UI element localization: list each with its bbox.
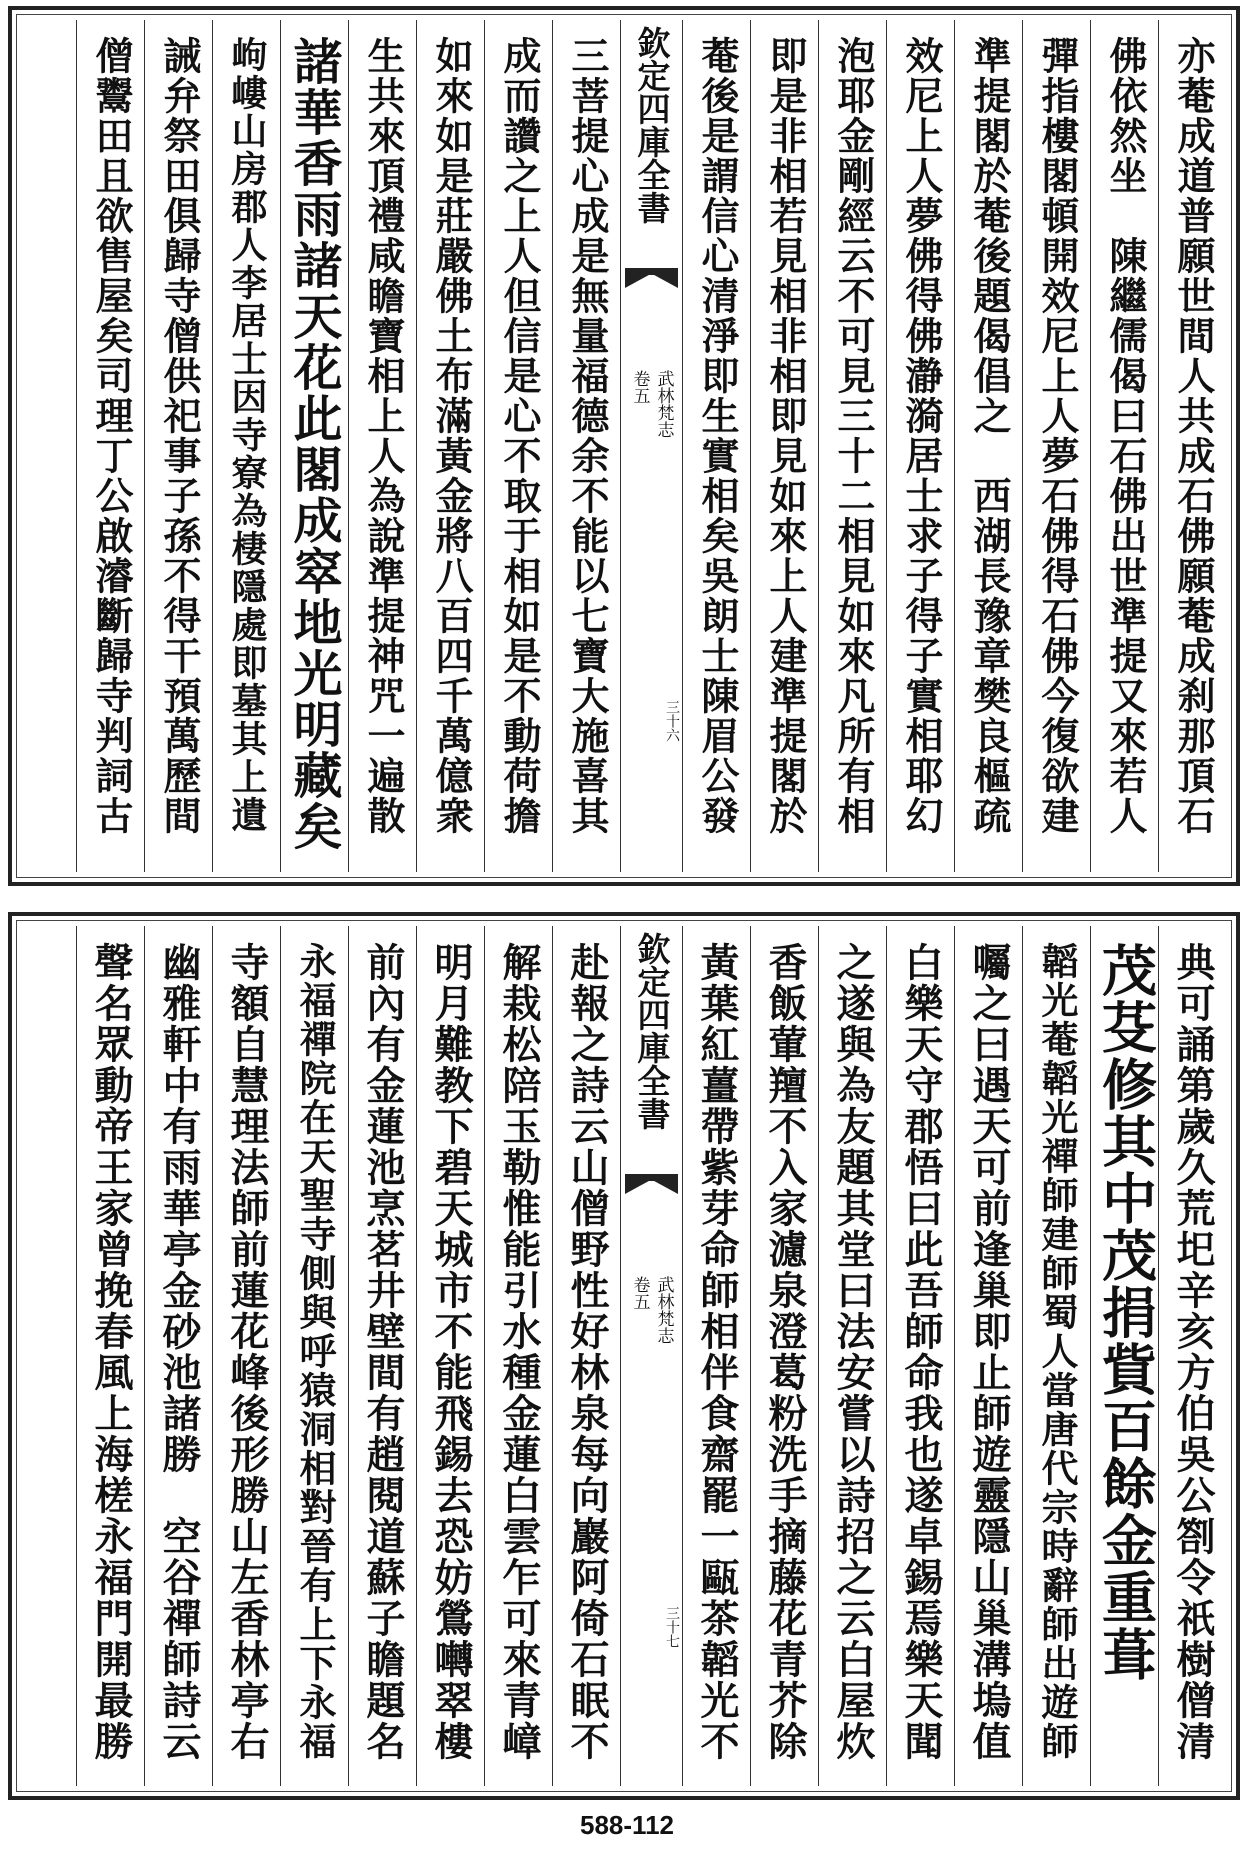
text-column [144,20,212,872]
column-text: 泡耶金剛經云不可見三十二相見如來凡所有相 [831,36,876,836]
text-column [76,926,144,1786]
column-text: 茂芟修其中茂捐貲百餘金重葺 [1093,942,1158,1683]
fish-tail-ornament [625,1174,678,1194]
column-text: 僧鬻田且欲售屋矣司理丁公啟濬斷歸寺判詞古 [89,36,134,836]
text-column [886,926,954,1786]
column-text: 白樂天守郡悟曰此吾師命我也遂卓錫焉樂天聞 [898,942,944,1762]
column-text: 彈指樓閣頓開效尼上人夢石佛得石佛今復欲建 [1035,36,1080,836]
text-column [144,926,212,1786]
book-name: 武林梵志 [653,370,674,438]
book-series-title: 欽定四庫全書 [632,932,672,1130]
column-text: 菴後是謂信心清淨即生實相矣吳朗士陳眉公發 [695,36,740,836]
volume-number: 卷五 [629,370,650,404]
column-text: 佛依然坐 陳繼儒偈曰石佛出世準提又來若人 [1103,36,1148,836]
column-text: 聲名眾動帝王家曾挽春風上海槎永福門開最勝 [88,942,134,1762]
column-text: 明月難教下碧天城市不能飛錫去恐妨鶯囀翠樓 [428,942,474,1762]
text-column [954,926,1022,1786]
text-column [348,926,416,1786]
text-column [750,926,818,1786]
column-text: 即是非相若見相非相即見如來上人建準提閣於 [763,36,808,836]
column-text: 岣嶁山房郡人李居士因寺寮為棲隱處即墓其上遺 [226,36,268,834]
column-text: 香飯葷羶不入家濾泉澄葛粉洗手摘藤花青芥除 [762,942,808,1762]
column-text: 生共來頂禮咸瞻寶相上人為說準提神咒一遍散 [361,36,406,836]
column-text: 前內有金蓮池烹茗井壁間有趙閱道蘇子瞻題名 [360,942,406,1762]
text-column [1022,926,1090,1786]
column-text: 解栽松陪玉勒惟能引水種金蓮白雲乍可來青嶂 [496,942,542,1762]
text-column [1090,20,1158,872]
text-column [954,20,1022,872]
leaf-number: 三十七 [664,1606,680,1648]
column-text: 韜光菴韜光禪師建師蜀人當唐代宗時辭師出遊師 [1035,942,1079,1761]
column-text: 寺額自慧理法師前蓮花峰後形勝山左香林亭右 [224,942,270,1762]
column-text: 赴報之詩云山僧野性好林泉每向巖阿倚石眠不 [564,942,610,1762]
text-column [212,926,280,1786]
column-text: 誡弁祭田俱歸寺僧供祀事子孫不得干預萬歷間 [157,36,202,836]
column-text: 幽雅軒中有雨華亭金砂池諸勝 空谷禪師詩云 [156,942,202,1762]
text-column [682,20,750,872]
column-text: 效尼上人夢佛得佛瀞漪居士求子得子實相耶幻 [899,36,944,836]
text-column [1022,20,1090,872]
column-text: 成而讚之上人但信是心不取于相如是不動荷擔 [497,36,542,836]
page-center-strip [620,20,682,872]
text-column [886,20,954,872]
column-text: 三菩提心成是無量福德余不能以七寶大施喜其 [565,36,610,836]
text-column [280,926,348,1786]
text-column [416,20,484,872]
column-text: 之遂與為友題其堂曰法安嘗以詩招之云白屋炊 [830,942,876,1762]
top-page [8,6,1240,886]
column-text: 黃葉紅薑帶紫芽命師相伴食齋罷一甌茶韜光不 [694,942,740,1762]
column-text: 如來如是莊嚴佛土布滿黃金將八百四千萬億衆 [429,36,474,836]
text-column [552,20,620,872]
column-text: 永福禪院在天聖寺側與呼猿洞相對晉有上下永福 [293,942,337,1761]
book-volume-label [621,1276,682,1344]
text-column [1158,20,1226,872]
book-volume-label [621,370,682,438]
top-columns [22,20,1226,872]
leaf-number: 三十六 [664,700,680,742]
column-text: 諸華香雨諸天花此閣成窣地光明藏矣 [286,36,344,852]
column-text: 典可誦第歲久荒圯辛亥方伯吳公劄令祇樹僧清 [1170,942,1216,1762]
text-column [280,20,348,872]
volume-number: 卷五 [629,1276,650,1310]
column-text: 亦菴成道普願世間人共成石佛願菴成刹那頂石 [1171,36,1216,836]
text-column [750,20,818,872]
text-column [484,926,552,1786]
text-column [682,926,750,1786]
column-text: 準提閣於菴後題偈倡之 西湖長豫章樊良樞疏 [967,36,1012,836]
text-column [416,926,484,1786]
bottom-page [8,912,1240,1800]
text-column [1158,926,1226,1786]
text-column [1090,926,1158,1786]
book-series-title: 欽定四庫全書 [632,26,672,224]
text-column [76,20,144,872]
bottom-columns [22,926,1226,1786]
page-code: 588-112 [580,1810,674,1840]
text-column [484,20,552,872]
text-column [818,926,886,1786]
text-column [818,20,886,872]
fish-tail-ornament [625,268,678,288]
page-center-strip [620,926,682,1786]
text-column [212,20,280,872]
text-column [348,20,416,872]
book-name: 武林梵志 [653,1276,674,1344]
text-column [552,926,620,1786]
column-text: 囑之曰遇天可前逢巢即止師遊靈隱山巢溝塢值 [966,942,1012,1762]
